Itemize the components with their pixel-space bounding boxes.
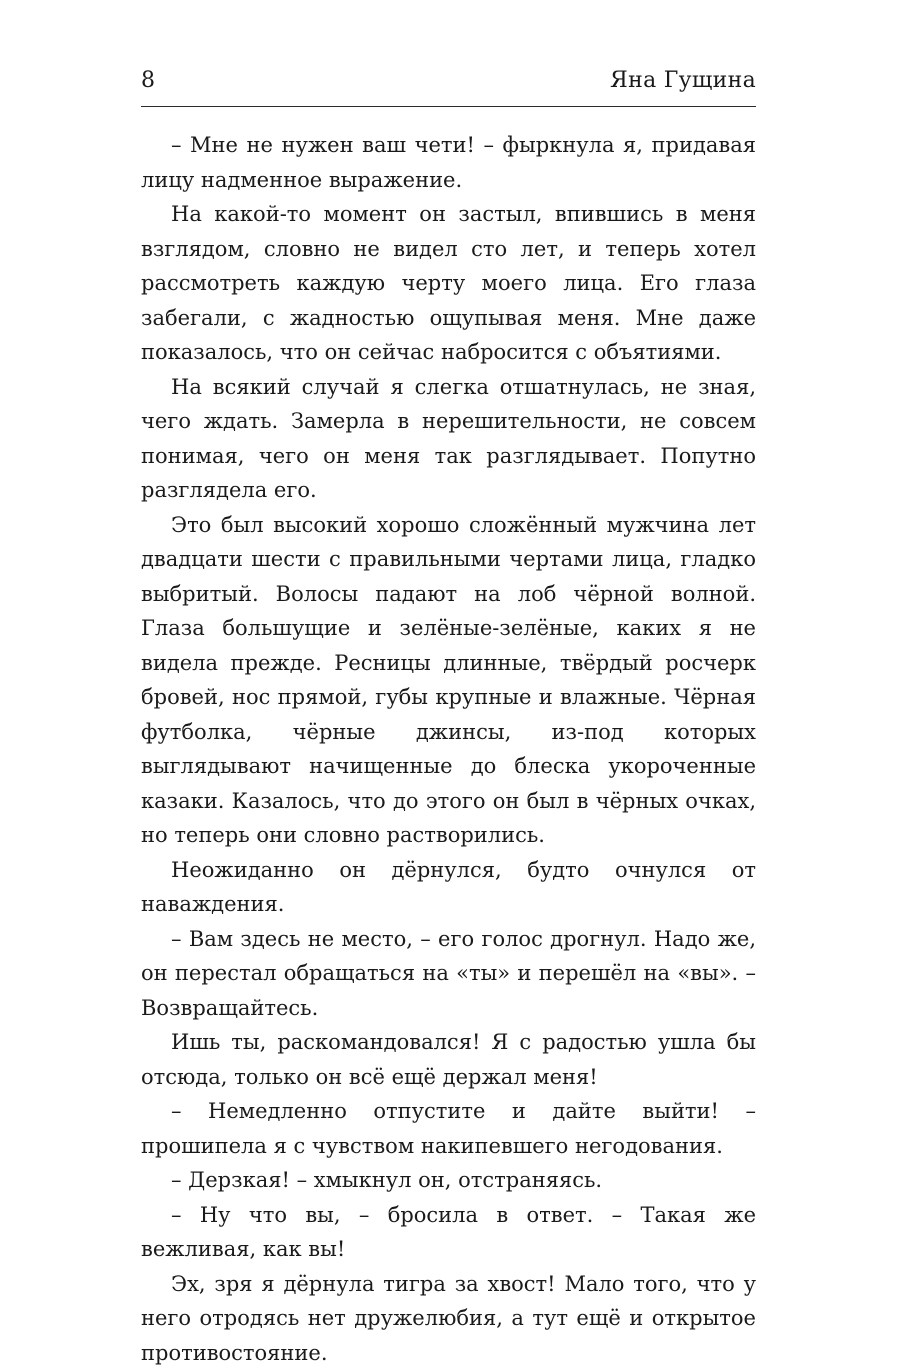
paragraph: – Мне не нужен ваш чети! – фыркнула я, придавая лицу надменное выражение. (141, 128, 756, 197)
paragraph: Это был высокий хорошо сложённый мужчина лет двадцати шести с правильными чертами лица, гладко выбритый. Волосы падают на лоб чёрной волной. Глаза большущие и зелёные-зелёные, каких я не видела прежде. Ресницы длинные, твёрдый росчерк бровей, нос прямой, губы крупные и влажные. Чёрная футболка, чёрные джинсы, из-под которых выглядывают начищенные до блеска укороченные казаки. Казалось, что до этого он был в чёрных очках, но теперь они словно растворились. (141, 508, 756, 853)
paragraph: Эх, зря я дёрнула тигра за хвост! Мало того, что у него отродясь нет дружелюбия, а тут ещё и открытое противостояние. (141, 1267, 756, 1370)
paragraph: На всякий случай я слегка отшатнулась, не зная, чего ждать. Замерла в нерешительности, не совсем понимая, чего он меня так разглядывает. Попутно разглядела его. (141, 370, 756, 508)
paragraph: Ишь ты, раскомандовался! Я с радостью ушла бы отсюда, только он всё ещё держал меня! (141, 1025, 756, 1094)
body-text (141, 128, 756, 1370)
paragraph: На какой-то момент он застыл, впившись в меня взглядом, словно не видел сто лет, и теперь хотел рассмотреть каждую черту моего лица. Его глаза забегали, с жадностью ощупывая меня. Мне даже показалось, что он сейчас набросится с объятиями. (141, 197, 756, 370)
paragraph: Неожиданно он дёрнулся, будто очнулся от наваждения. (141, 853, 756, 922)
paragraph: – Ну что вы, – бросила в ответ. – Такая же вежливая, как вы! (141, 1198, 756, 1267)
page-header (141, 66, 756, 100)
paragraph: – Немедленно отпустите и дайте выйти! – прошипела я с чувством накипевшего негодования. (141, 1094, 756, 1163)
paragraph: – Дерзкая! – хмыкнул он, отстраняясь. (141, 1163, 756, 1198)
paragraph: – Вам здесь не место, – его голос дрогнул. Надо же, он перестал обращаться на «ты» и перешёл на «вы». – Возвращайтесь. (141, 922, 756, 1026)
page-number: 8 (141, 66, 155, 96)
running-head-author: Яна Гущина (610, 66, 756, 96)
header-rule (141, 106, 756, 107)
